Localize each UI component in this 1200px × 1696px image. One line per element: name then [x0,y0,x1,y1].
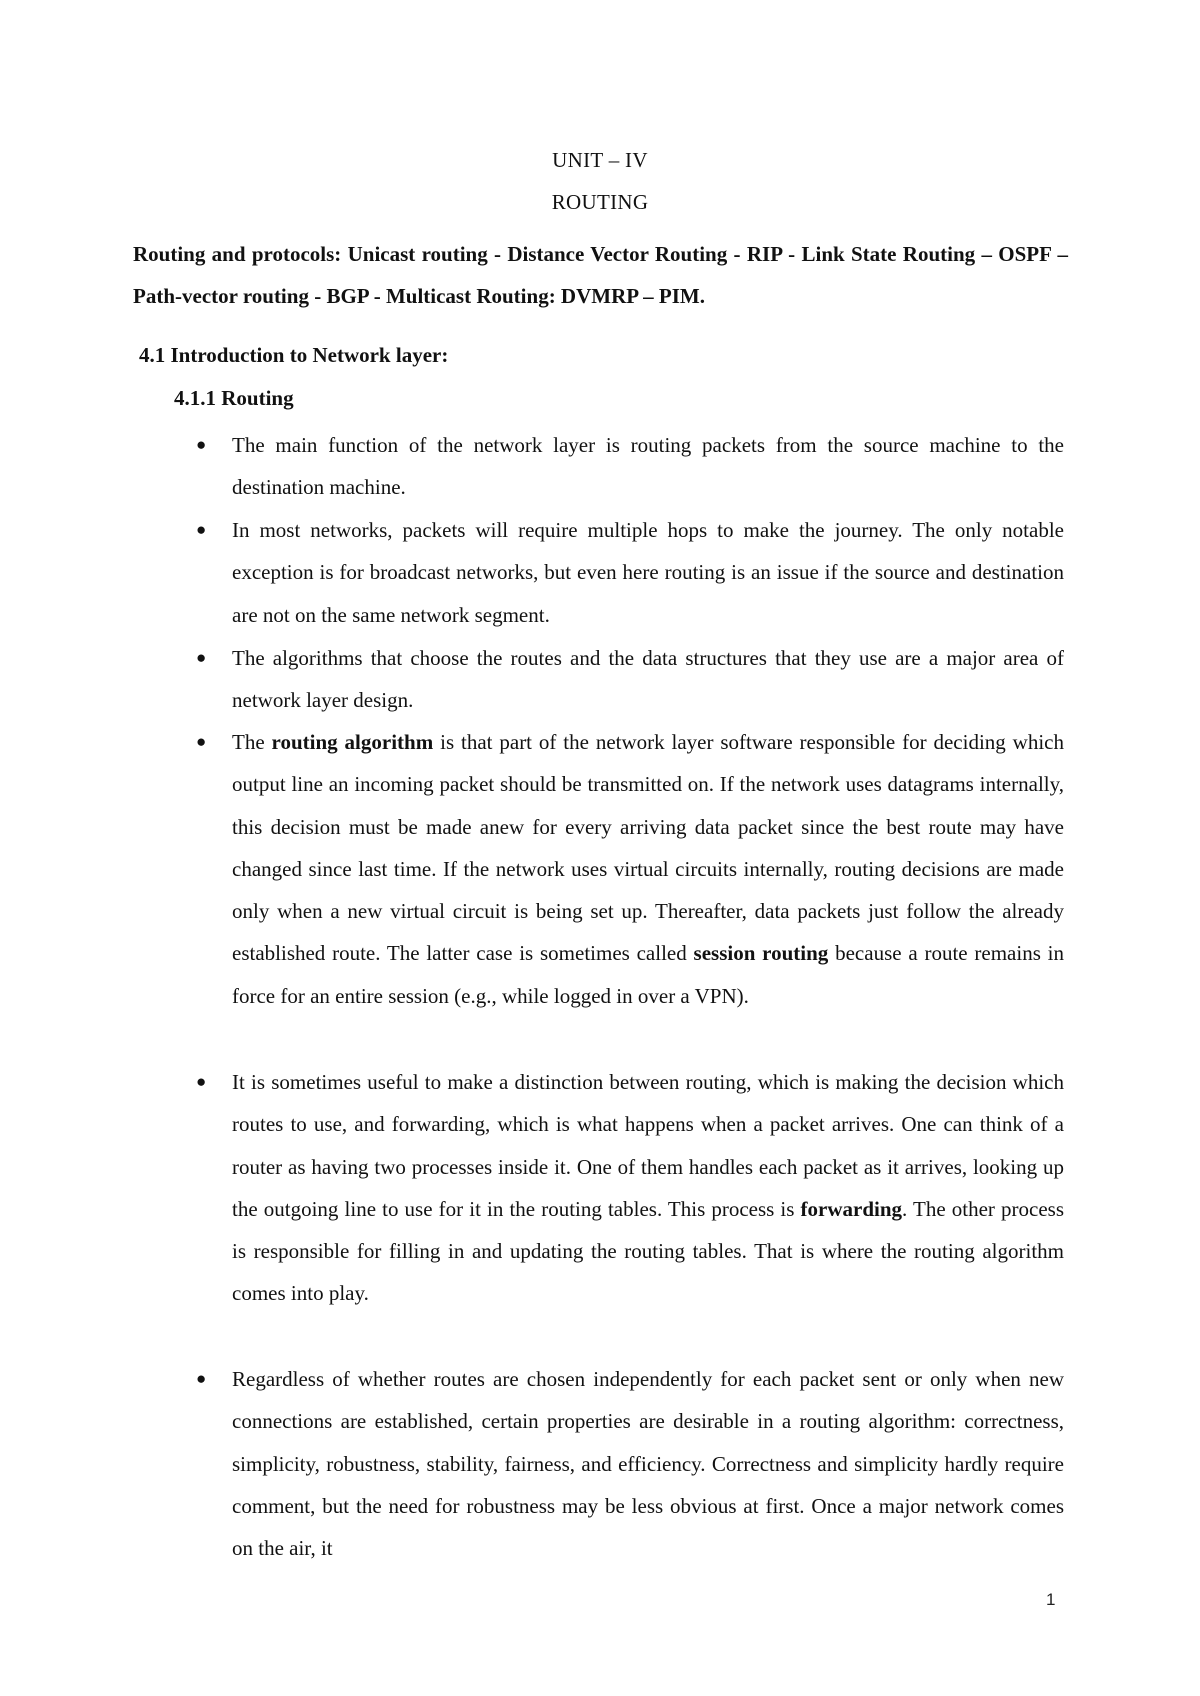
bullet-text: In most networks, packets will require multiple hops to make the journey. The only notable exception is for broadcast networks, but even here routing is an issue if the source and destination are not on the same network segment. [232,518,1064,627]
bullet-icon: ● [196,1369,207,1388]
bullet-text: Regardless of whether routes are chosen independently for each packet sent or only when new connections are established, certain properties are desirable in a routing algorithm: correctness, simplicity, robustness, stability, fairness, and efficiency. Correctness and simplicity hardly require comment, but the need for robustness may be less obvious at first. Once a major network comes on the air, it [232,1367,1064,1561]
bullet-icon: ● [196,1072,207,1091]
list-item [196,424,1064,509]
bullet-icon: ● [196,732,207,751]
unit-title: UNIT – IV [552,148,648,172]
list-item [196,1358,1064,1569]
list-item [196,1061,1064,1315]
list-item [196,721,1064,1017]
bullet-icon: ● [196,648,207,667]
term-session-routing: session routing [693,941,829,966]
page-number: 1 [1046,1590,1056,1609]
list-item [196,637,1064,722]
bullet-icon: ● [196,520,207,539]
section-heading: 4.1 Introduction to Network layer: [139,343,449,367]
bullet-icon: ● [196,435,207,454]
term-routing-algorithm: routing algorithm [271,730,434,754]
bullet-text-part: because a route remains in force for an entire session (e.g., while logged in over a VPN). [232,941,1064,1008]
bullet-text-part: is that part of the network layer software responsible for deciding which output line an incoming packet should be transmitted on. If the network uses datagrams internally, this decision must be made anew for every arriving data packet since the best route may have changed since last time. If the network uses virtual circuits internally, routing decisions are made only when a new virtual circuit is being set up. Thereafter, data packets just follow the already established route. The latter case is sometimes called [232,730,1064,966]
bullet-text: The main function of the network layer is routing packets from the source machine to the destination machine. [232,433,1064,500]
list-item [196,509,1064,636]
syllabus-text: Routing and protocols: Unicast routing - Distance Vector Routing - RIP - Link State Routing – OSPF – Path-vector routing - BGP - Multicast Routing: DVMRP – PIM. [133,242,1068,308]
subsection-heading: 4.1.1 Routing [174,386,294,410]
unit-name: ROUTING [551,190,649,214]
bullet-text-part: . The other process is responsible for filling in and updating the routing tables. That is where the routing algorithm comes into play. [232,1196,1064,1306]
term-forwarding: forwarding [800,1196,903,1221]
bullet-text: The algorithms that choose the routes and the data structures that they use are a major area of network layer design. [232,646,1064,713]
bullet-text-part: It is sometimes useful to make a distinction between routing, which is making the decision which routes to use, and forwarding, which is what happens when a packet arrives. One can think of a router as having two processes inside it. One of them handles each packet as it arrives, looking up the outgoing line to use for it in the routing tables. This process is [232,1070,1064,1221]
bullet-text-part: The [232,730,272,754]
